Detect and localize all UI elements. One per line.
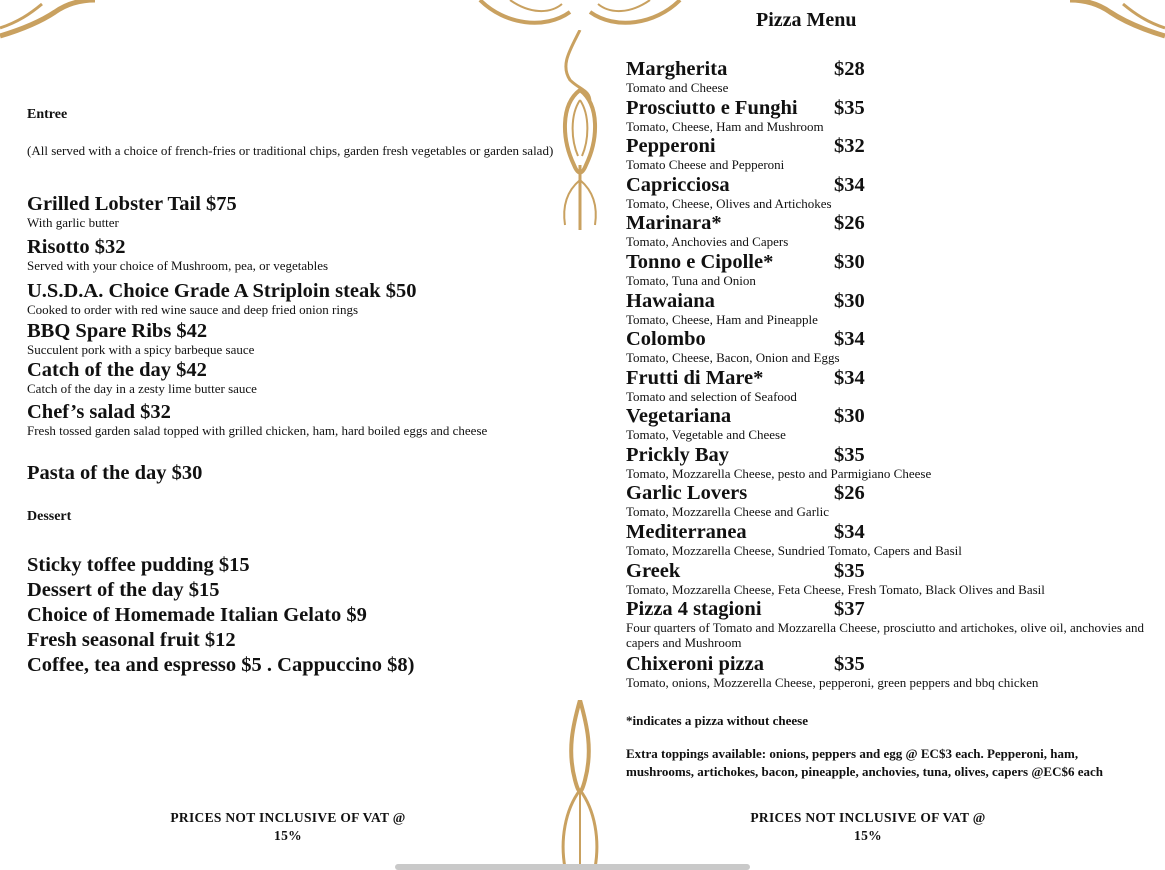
pizza-desc: Tomato and selection of Seafood: [626, 389, 797, 404]
pizza-item: [626, 212, 1156, 249]
entree-heading: Entree: [27, 107, 68, 122]
pizza-name: Capricciosa: [626, 174, 730, 196]
pizza-item: [626, 405, 1156, 442]
pizza-name: Hawaiana: [626, 290, 715, 312]
pizza-item: [626, 367, 1156, 404]
pizza-item: [626, 598, 1156, 650]
pizza-desc: Tomato, onions, Mozzerella Cheese, pepperoni, green peppers and bbq chicken: [626, 675, 1039, 690]
pizza-desc: Tomato, Cheese, Ham and Mushroom: [626, 119, 824, 134]
pizza-name: Pepperoni: [626, 135, 716, 157]
pizza-price: $34: [834, 367, 865, 389]
pizza-price: $35: [834, 97, 865, 119]
pizza-item: [626, 482, 1156, 519]
pizza-price: $30: [834, 251, 865, 273]
dessert-item: Fresh seasonal fruit $12: [27, 629, 236, 651]
pizza-item: [626, 58, 1156, 95]
pizza-desc: Tomato, Cheese, Olives and Artichokes: [626, 196, 832, 211]
pizza-name: Margherita: [626, 58, 728, 80]
pizza-name: Prickly Bay: [626, 444, 730, 466]
pizza-item: [626, 444, 1156, 481]
entree-item: U.S.D.A. Choice Grade A Striploin steak $50 Cooked to order with red wine sauce and deep fried onion rings: [27, 280, 417, 317]
pizza-item: [626, 653, 1156, 690]
pizza-name: Pizza 4 stagioni: [626, 598, 762, 620]
pizza-price: $34: [834, 521, 865, 543]
pizza-price: $26: [834, 212, 865, 234]
pizza-item: [626, 521, 1156, 558]
pizza-item: [626, 251, 1156, 288]
pizza-menu-title: Pizza Menu: [756, 9, 857, 31]
pizza-name: Garlic Lovers: [626, 482, 748, 504]
pizza-desc: Tomato Cheese and Pepperoni: [626, 157, 785, 172]
pizza-name: Marinara*: [626, 212, 722, 234]
pizza-desc: Tomato, Vegetable and Cheese: [626, 427, 786, 442]
pizza-item: [626, 135, 1156, 172]
pizza-price: $35: [834, 560, 865, 582]
dessert-heading: Dessert: [27, 509, 72, 524]
pizza-price: $37: [834, 598, 865, 620]
pizza-price: $30: [834, 405, 865, 427]
pizza-desc: Tomato, Mozzarella Cheese, Sundried Tomato, Capers and Basil: [626, 543, 962, 558]
pizza-desc: Tomato, Mozzarella Cheese and Garlic: [626, 504, 830, 519]
entree-item: Chef’s salad $32 Fresh tossed garden salad topped with grilled chicken, ham, hard boiled eggs and cheese: [27, 401, 488, 438]
pizza-price: $32: [834, 135, 865, 157]
pizza-desc: Tomato, Mozzarella Cheese, pesto and Parmigiano Cheese: [626, 466, 932, 481]
pizza-desc: Tomato, Mozzarella Cheese, Feta Cheese, Fresh Tomato, Black Olives and Basil: [626, 582, 1045, 597]
pizza-name: Prosciutto e Funghi: [626, 97, 798, 119]
entree-item: Catch of the day $42 Catch of the day in a zesty lime butter sauce: [27, 359, 257, 396]
dessert-item: Sticky toffee pudding $15: [27, 554, 250, 576]
entree-item: BBQ Spare Ribs $42 Succulent pork with a spicy barbeque sauce: [27, 320, 255, 357]
pizza-desc: Tomato and Cheese: [626, 80, 729, 95]
cheese-footnote: *indicates a pizza without cheese: [626, 713, 808, 728]
pizza-price: $30: [834, 290, 865, 312]
pizza-price: $34: [834, 328, 865, 350]
ornament-top-left-icon: [0, 0, 110, 40]
pizza-desc: Tomato, Cheese, Bacon, Onion and Eggs: [626, 350, 840, 365]
dessert-item: Coffee, tea and espresso $5 . Cappuccino $8): [27, 654, 415, 676]
pizza-name: Chixeroni pizza: [626, 653, 764, 675]
pizza-item: [626, 97, 1156, 134]
vat-notice-left: PRICES NOT INCLUSIVE OF VAT @ 15%: [170, 810, 406, 843]
toppings-note: Extra toppings available: onions, peppers and egg @ EC$3 each. Pepperoni, ham, mushrooms, artichokes, bacon, pineapple, anchovies, tuna, olives, capers @EC$6 each: [626, 746, 1103, 779]
pizza-name: Mediterranea: [626, 521, 747, 543]
entree-item: Risotto $32 Served with your choice of Mushroom, pea, or vegetables: [27, 236, 329, 273]
dessert-item: Dessert of the day $15: [27, 579, 220, 601]
dessert-item: Choice of Homemade Italian Gelato $9: [27, 604, 367, 626]
pizza-desc: Tomato, Cheese, Ham and Pineapple: [626, 312, 818, 327]
horizontal-scrollbar[interactable]: [395, 864, 750, 870]
ornament-center-spine-icon: [540, 30, 620, 230]
pizza-item: [626, 328, 1156, 365]
ornament-top-right-icon: [1060, 0, 1165, 40]
pizza-price: $28: [834, 58, 865, 80]
pizza-name: Frutti di Mare*: [626, 367, 764, 389]
pizza-name: Vegetariana: [626, 405, 732, 427]
pizza-item: [626, 174, 1156, 211]
entree-note: (All served with a choice of french-fries or traditional chips, garden fresh vegetables or garden salad): [27, 143, 554, 158]
pizza-desc: Tomato, Tuna and Onion: [626, 273, 756, 288]
entree-item: Grilled Lobster Tail $75 With garlic butter: [27, 193, 237, 230]
pizza-item: [626, 290, 1156, 327]
pizza-desc: Tomato, Anchovies and Capers: [626, 234, 789, 249]
ornament-bottom-center-icon: [545, 700, 615, 868]
pizza-item: [626, 560, 1156, 597]
pizza-price: $35: [834, 653, 865, 675]
entree-item: Pasta of the day $30: [27, 462, 203, 484]
pizza-name: Greek: [626, 560, 681, 582]
vat-notice-right: PRICES NOT INCLUSIVE OF VAT @ 15%: [750, 810, 986, 843]
pizza-name: Colombo: [626, 328, 706, 350]
pizza-price: $34: [834, 174, 865, 196]
pizza-price: $26: [834, 482, 865, 504]
pizza-price: $35: [834, 444, 865, 466]
pizza-desc: Four quarters of Tomato and Mozzarella Cheese, prosciutto and artichokes, olive oil, anchovies and capers and Mushroom: [626, 620, 1144, 650]
pizza-name: Tonno e Cipolle*: [626, 251, 774, 273]
